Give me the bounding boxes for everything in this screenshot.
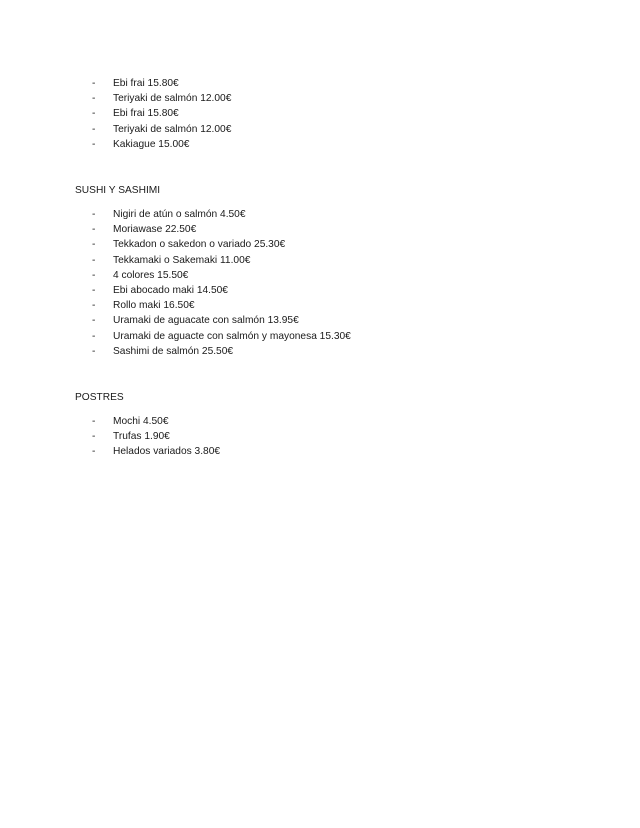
item-text: Rollo maki 16.50€ xyxy=(113,300,195,312)
item-text: Moriawase 22.50€ xyxy=(113,224,197,236)
bullet-dash: - xyxy=(92,108,96,120)
item-text: Ebi frai 15.80€ xyxy=(113,78,179,89)
item-text: Ebi frai 15.80€ xyxy=(113,108,179,120)
item-text: Uramaki de aguacte con salmón y mayonesa 15.30€ xyxy=(113,330,351,342)
bullet-dash: - xyxy=(92,224,96,236)
bullet-dash: - xyxy=(92,123,96,135)
bullet-dash: - xyxy=(92,138,96,150)
bullet-dash: - xyxy=(92,345,96,357)
item-text: Tekkadon o sakedon o variado 25.30€ xyxy=(113,239,286,251)
bullet-dash: - xyxy=(92,315,96,327)
item-text: Trufas 1.90€ xyxy=(113,431,170,443)
item-text: Sashimi de salmón 25.50€ xyxy=(113,345,234,357)
section-heading-sushi: SUSHI Y SASHIMI xyxy=(75,185,161,196)
item-text: Nigiri de atún o salmón 4.50€ xyxy=(113,209,246,220)
bullet-dash: - xyxy=(92,254,96,266)
item-text: Uramaki de aguacate con salmón 13.95€ xyxy=(113,315,299,327)
bullet-dash: - xyxy=(92,300,96,312)
bullet-dash: - xyxy=(92,330,96,342)
item-text: Mochi 4.50€ xyxy=(113,416,169,427)
item-text: Teriyaki de salmón 12.00€ xyxy=(113,123,232,135)
item-text: Helados variados 3.80€ xyxy=(113,446,221,458)
bullet-dash: - xyxy=(92,209,96,220)
bullet-dash: - xyxy=(92,284,96,296)
bullet-dash: - xyxy=(92,446,96,458)
section-heading-postres: POSTRES xyxy=(75,392,124,403)
bullet-dash: - xyxy=(92,431,96,443)
bullet-dash: - xyxy=(92,93,96,105)
item-text: Teriyaki de salmón 12.00€ xyxy=(113,93,232,105)
bullet-dash: - xyxy=(92,416,96,427)
item-text: Ebi abocado maki 14.50€ xyxy=(113,284,228,296)
bullet-dash: - xyxy=(92,78,96,89)
item-text: 4 colores 15.50€ xyxy=(113,269,189,281)
item-text: Tekkamaki o Sakemaki 11.00€ xyxy=(113,254,251,266)
bullet-dash: - xyxy=(92,239,96,251)
item-text: Kakiague 15.00€ xyxy=(113,138,190,150)
bullet-dash: - xyxy=(92,269,96,281)
